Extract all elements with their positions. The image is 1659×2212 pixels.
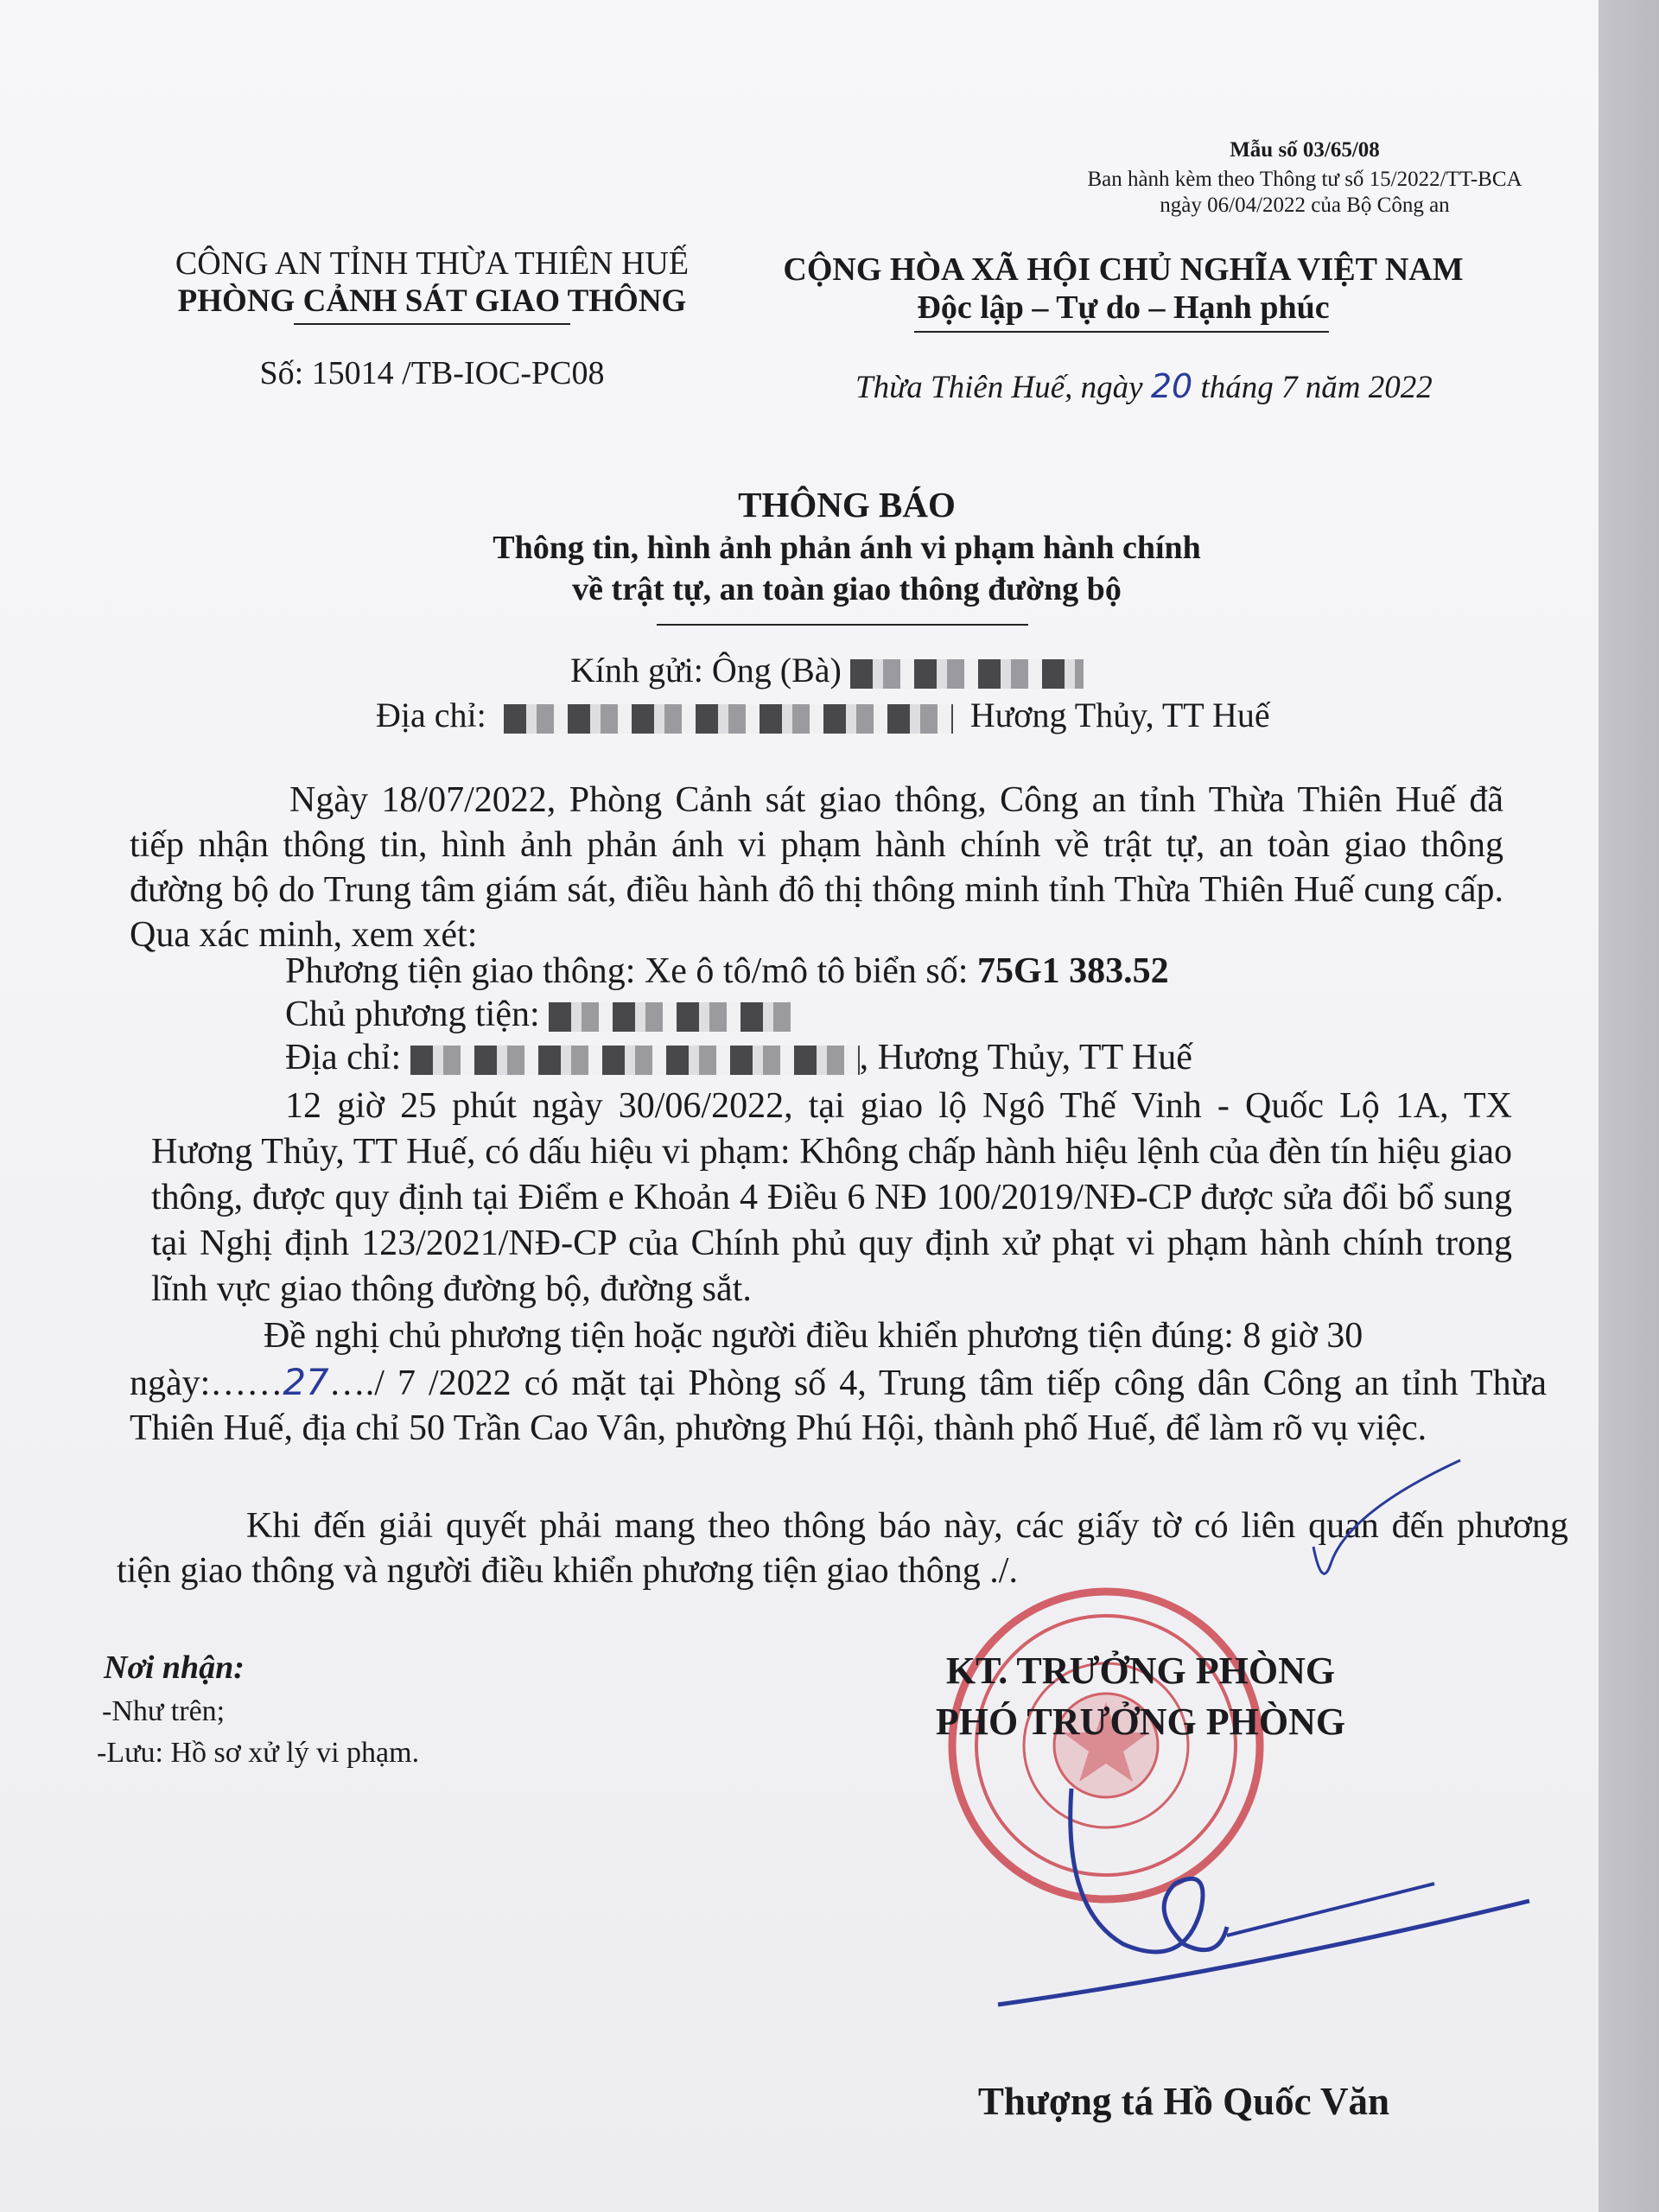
body-paragraph-2: 12 giờ 25 phút ngày 30/06/2022, tại giao lộ Ngô Thế Vinh - Quốc Lộ 1A, TX Hương Thủy, TT Huế, có dấu hiệu vi phạm: Không chấp hành hiệu lệnh của đèn tín hiệu giao thông, được quy định tại Điểm e Khoản 4 Điều 6 NĐ 100/2019/NĐ-CP được sửa đổi bổ sung tại Nghị định 123/2021/NĐ-CP của Chính phủ quy định xử phạt vi phạm hành chính trong lĩnh vực giao thông đường bộ, đường sắt. [151, 1086, 1512, 1309]
address-tail: Hương Thủy, TT Huế [969, 696, 1270, 734]
date-suffix: tháng 7 năm 2022 [1200, 370, 1433, 405]
signer-name: Thượng tá Hồ Quốc Văn [977, 2080, 1390, 2123]
redacted-name [850, 659, 1084, 689]
date-day-handwritten: 20 [1150, 367, 1193, 405]
recipient-address [376, 695, 1270, 735]
agency-department: PHÒNG CẢNH SÁT GIAO THÔNG [177, 283, 687, 319]
form-issued-line-2: ngày 06/04/2022 của Bộ Công an [1160, 194, 1450, 217]
owner-address-tail: , Hương Thủy, TT Huế [859, 1038, 1192, 1077]
appointment-day-prefix: ngày:…… [130, 1363, 283, 1403]
owner-address-line [285, 1037, 1192, 1078]
document-number: Số: 15014 /TB-IOC-PC08 [259, 355, 605, 391]
redacted-owner [549, 1002, 791, 1032]
appointment-day-handwritten: 27 [283, 1361, 329, 1403]
date-line [855, 367, 1433, 406]
license-plate: 75G1 383.52 [976, 951, 1169, 991]
body-paragraph-1: Ngày 18/07/2022, Phòng Cảnh sát giao thông, Công an tỉnh Thừa Thiên Huế đã tiếp nhận thông tin, hình ảnh phản ánh vi phạm hành chính về trật tự, an toàn giao thông đường bộ do Trung tâm giám sát, điều hành đô thị thông minh tỉnh Thừa Thiên Huế cung cấp. Qua xác minh, xem xét: [130, 780, 1503, 955]
form-code: Mẫu số 03/65/08 [1230, 138, 1380, 162]
motto-underline [914, 331, 1329, 333]
recipients-label: Nơi nhận: [104, 1649, 245, 1686]
body-paragraph-4: Khi đến giải quyết phải mang theo thông báo này, các giấy tờ có liên quan đến phương tiện giao thông và người điều khiển phương tiện giao thông ./. [117, 1506, 1568, 1591]
body-paragraph-3a: Đề nghị chủ phương tiện hoặc người điều khiển phương tiện đúng: 8 giờ 30 [264, 1316, 1363, 1356]
title-underline [657, 624, 1028, 626]
nation-title: CỘNG HÒA XÃ HỘI CHỦ NGHĨA VIỆT NAM [783, 251, 1464, 288]
vehicle-label: Phương tiện giao thông: Xe ô tô/mô tô biển số: [285, 951, 969, 991]
agency-name: CÔNG AN TỈNH THỪA THIÊN HUẾ [175, 245, 690, 282]
notice-subtitle-1: Thông tin, hình ảnh phản ánh vi phạm hành chính [493, 530, 1201, 566]
recipient-item-2: -Lưu: Hồ sơ xử lý vi phạm. [97, 1737, 420, 1769]
greeting-text: Kính gửi: Ông (Bà) [570, 651, 842, 690]
handwritten-signature [985, 1771, 1555, 2031]
redacted-address [504, 704, 953, 734]
body-paragraph-3b [130, 1360, 1547, 1451]
date-prefix: Thừa Thiên Huế, ngày [855, 370, 1143, 405]
signature-title-2: PHÓ TRƯỞNG PHÒNG [935, 1700, 1346, 1743]
nation-motto: Độc lập – Tự do – Hạnh phúc [917, 289, 1330, 326]
agency-underline [294, 323, 570, 325]
owner-line [285, 994, 791, 1035]
notice-title: THÔNG BÁO [738, 485, 956, 524]
redacted-owner-address [410, 1046, 860, 1075]
recipient-item-1: -Như trên; [102, 1695, 226, 1727]
recipient-greeting [570, 650, 1084, 690]
signature-title-1: KT. TRƯỞNG PHÒNG [945, 1649, 1336, 1692]
notice-subtitle-2: về trật tự, an toàn giao thông đường bộ [572, 571, 1122, 607]
owner-label: Chủ phương tiện: [285, 995, 540, 1034]
address-label: Địa chỉ: [376, 696, 486, 734]
handwritten-check-mark [1296, 1443, 1469, 1599]
form-issued-line-1: Ban hành kèm theo Thông tư số 15/2022/TT-BCA [1087, 168, 1522, 191]
vehicle-line [285, 950, 1169, 992]
appointment-details: …./ 7 /2022 có mặt tại Phòng số 4, Trung tâm tiếp công dân Công an tỉnh Thừa Thiên Huế, địa chỉ 50 Trần Cao Vân, phường Phú Hội, thành phố Huế, để làm rõ vụ việc. [130, 1363, 1547, 1448]
owner-address-label: Địa chỉ: [285, 1038, 402, 1077]
